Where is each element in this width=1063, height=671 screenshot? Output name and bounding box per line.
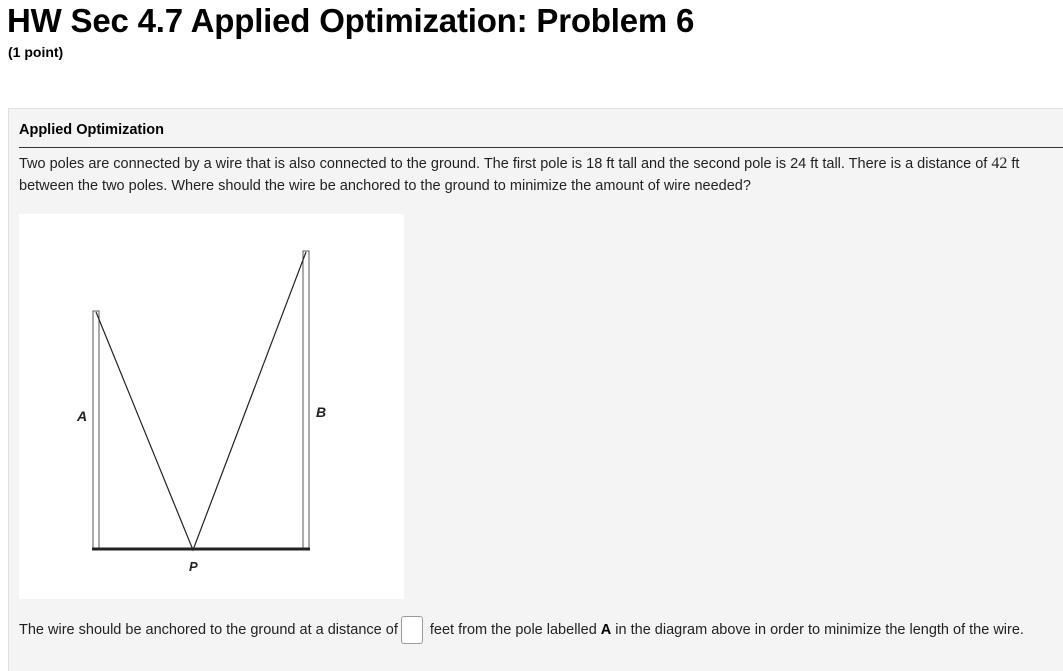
label-a: A <box>77 408 88 424</box>
section-heading: Applied Optimization <box>19 122 164 138</box>
answer-suffix: in the diagram above in order to minimize the length of the wire. <box>611 621 1024 638</box>
statement-text-part2: ft between the two poles. Where should the wire be anchored to the ground to minimize the amount of wire needed? <box>19 156 1020 194</box>
answer-prefix: The wire should be anchored to the ground at a distance of <box>19 621 398 638</box>
page-title: HW Sec 4.7 Applied Optimization: Problem 6 <box>7 2 695 39</box>
label-b: B <box>316 404 327 420</box>
answer-middle: feet from the pole labelled <box>425 621 601 638</box>
distance-value: 42 <box>991 155 1008 172</box>
section-divider <box>19 147 1063 148</box>
point-value: (1 point) <box>8 44 64 60</box>
poles-diagram-svg <box>19 214 404 599</box>
pole-a <box>93 311 99 550</box>
answer-input[interactable] <box>401 616 423 644</box>
problem-container <box>8 108 1063 671</box>
wire <box>96 252 306 550</box>
problem-statement <box>19 153 1059 197</box>
poles-diagram <box>19 214 404 599</box>
pole-b <box>303 251 309 550</box>
answer-sentence <box>19 616 1059 644</box>
statement-text-part1: Two poles are connected by a wire that is also connected to the ground. The first pole is 18 ft tall and the second pole is 24 ft tall. There is a distance of <box>19 156 992 172</box>
label-p: P <box>189 559 198 574</box>
pole-label-reference: A <box>600 621 612 638</box>
